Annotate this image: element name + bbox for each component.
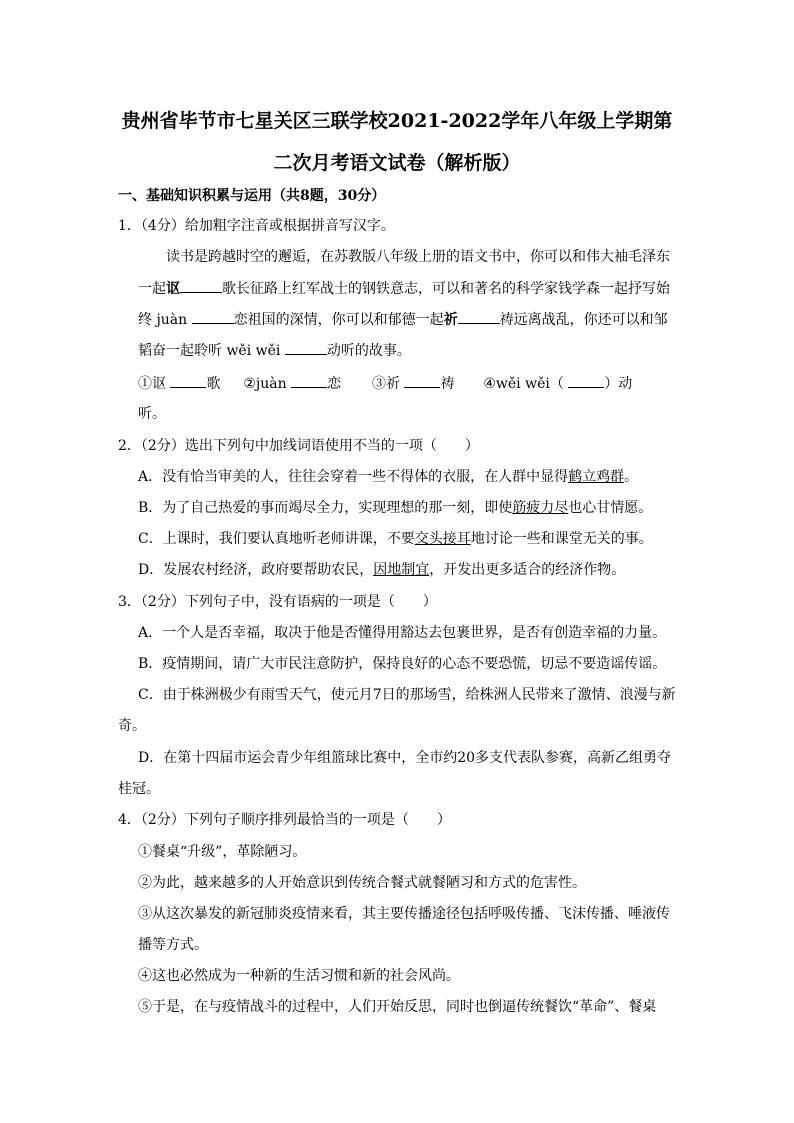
underlined-idiom: 筋疲力尽 bbox=[512, 500, 569, 516]
text: 韬奋一起聆听 wěi wěi bbox=[138, 343, 285, 359]
q1-passage-line1: 读书是跨越时空的邂逅，在苏教版八年级上册的语文书中，你可以和伟大袖毛泽东 bbox=[166, 249, 670, 265]
q4-sentence-4: ④这也必然成为一种新的生活习惯和新的社会风尚。 bbox=[138, 968, 460, 984]
q3-option-a: A．一个人是否幸福，取决于他是否懂得用豁达去包裹世界，是否有创造幸福的力量。 bbox=[138, 625, 667, 641]
q3-option-d-cont: 桂冠。 bbox=[118, 781, 160, 797]
q4-stem: 4．（2分）下列句子顺序排列最恰当的一项是（ ） bbox=[118, 812, 451, 828]
bold-char: 祈 bbox=[443, 312, 458, 328]
doc-title-line1: 贵州省毕节市七星关区三联学校2021-2022学年八年级上学期第 bbox=[121, 110, 673, 132]
bold-char: 讴 bbox=[166, 281, 180, 297]
q4-sentence-2: ②为此，越来越多的人开始意识到传统合餐式就餐陋习和方式的危害性。 bbox=[138, 875, 586, 891]
option-4: ④wěi wěi（ ）动 bbox=[483, 376, 632, 392]
q4-sentence-5: ⑤于是，在与疫情战斗的过程中，人们开始反思，同时也倒逼传统餐饮“革命”、餐桌 bbox=[138, 999, 657, 1015]
q4-sentence-1: ①餐桌“升级”，革除陋习。 bbox=[138, 844, 307, 860]
q3-option-b: B．疫情期间，请广大市民注意防护，保持良好的心态不要恐慌，切忌不要造谣传谣。 bbox=[138, 656, 667, 672]
q4-sentence-3-cont: 播等方式。 bbox=[138, 937, 208, 953]
underlined-idiom: 鹤立鸡群 bbox=[568, 469, 625, 485]
text: 歌长征路上红军战士的钢铁意志，可以和著名的科学家钱学森一起抒写始 bbox=[222, 281, 670, 297]
underlined-idiom: 交头接耳 bbox=[414, 531, 471, 547]
q1-passage-line4 bbox=[138, 340, 411, 361]
answer-blank bbox=[285, 340, 327, 355]
doc-title-line2: 二次月考语文试卷（解析版） bbox=[273, 152, 521, 174]
option-3: ③祈 祷 bbox=[372, 376, 454, 392]
section-heading: 一、基础知识积累与运用（共8题，30分） bbox=[118, 188, 386, 204]
q2-option-d: D．发展农村经济，政府要帮助农民，因地制宜，开发出更多适合的经济作物。 bbox=[138, 562, 626, 578]
q2-option-b: B．为了自己热爱的事而竭尽全力，实现理想的那一刻，即使筋疲力尽也心甘情愿。 bbox=[138, 500, 653, 516]
q2-stem: 2．（2分）选出下列句中加线词语使用不当的一项（ ） bbox=[118, 438, 479, 454]
q3-stem: 3．（2分）下列句子中，没有语病的一项是（ ） bbox=[118, 594, 437, 610]
underlined-idiom: 因地制宜 bbox=[373, 562, 430, 578]
q1-answer-row-cont: 听。 bbox=[138, 406, 166, 422]
q2-option-c: C．上课时，我们要认真地听老师讲课，不要交头接耳地讨论一些和课堂无关的事。 bbox=[138, 531, 653, 547]
q4-sentence-3: ③从这次暴发的新冠肺炎疫情来看，其主要传播途径包括呼吸传播、飞沫传播、唾液传 bbox=[138, 906, 670, 922]
q3-option-c: C．由于株洲极少有雨雪天气，使元月7日的那场雪，给株洲人民带来了激情、浪漫与新 bbox=[138, 687, 676, 703]
text: 一起 bbox=[138, 281, 166, 297]
q1-passage-line2 bbox=[138, 278, 670, 299]
answer-blank bbox=[180, 278, 222, 293]
q3-option-c-cont: 奇。 bbox=[118, 718, 146, 734]
q2-option-a: A．没有恰当审美的人，往往会穿着一些不得体的衣服，在人群中显得鹤立鸡群。 bbox=[138, 469, 639, 485]
option-1: ①讴 歌 bbox=[138, 376, 220, 392]
answer-blank bbox=[192, 309, 234, 324]
text: 动听的故事。 bbox=[326, 343, 411, 359]
text: 终 juàn bbox=[138, 312, 192, 328]
text: 恋祖国的深情，你可以和郁德一起 bbox=[233, 312, 444, 328]
q1-stem: 1．（4分）给加粗字注音或根据拼音写汉字。 bbox=[118, 218, 395, 234]
q1-answer-row bbox=[138, 373, 632, 394]
option-2: ②juàn 恋 bbox=[243, 376, 341, 392]
text: 祷远离战乱，你还可以和邹 bbox=[499, 312, 668, 328]
q1-passage-line3 bbox=[138, 309, 668, 330]
q3-option-d: D．在第十四届市运会青少年组篮球比赛中，全市约20多支代表队参赛，高新乙组勇夺 bbox=[138, 750, 672, 766]
answer-blank bbox=[458, 309, 500, 324]
